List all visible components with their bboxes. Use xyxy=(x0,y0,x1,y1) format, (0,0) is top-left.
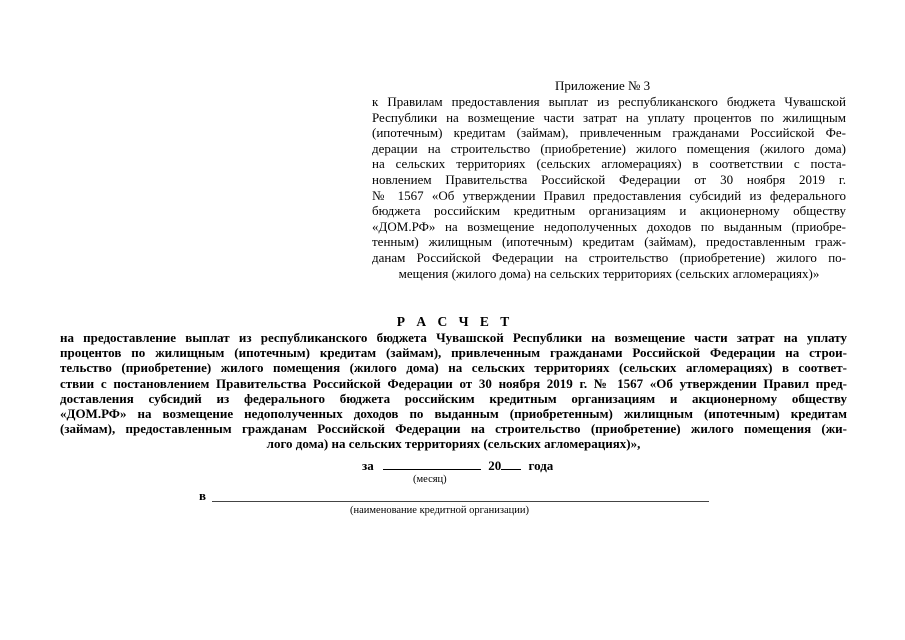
document-heading: Р А С Ч Е Т xyxy=(396,314,514,329)
appendix-line: на сельских территориях (сельских агломерациях) в соответствии с поста- xyxy=(372,156,846,172)
period-prefix: за xyxy=(362,458,374,473)
document-subject xyxy=(60,330,847,452)
appendix-line: «ДОМ.РФ» на возмещение недополученных доходов по выданным (приобре- xyxy=(372,218,846,234)
appendix-line: бюджета российским кредитным организациям и акционерному обществу xyxy=(372,203,846,219)
appendix-text xyxy=(372,94,846,281)
subject-line: доставления субсидий из федерального бюджета российским кредитным организациям и акционерному обществу xyxy=(60,390,847,406)
year-prefix: 20 xyxy=(488,458,502,473)
month-caption: (месяц) xyxy=(413,474,447,485)
period-suffix: года xyxy=(528,458,554,473)
appendix-line: новлением Правительства Российской Федерации от 30 ноября 2019 г. xyxy=(372,171,846,187)
appendix-line: (ипотечным) кредитам (займам), привлеченным гражданами Российской Фе- xyxy=(372,125,846,141)
period-line xyxy=(362,458,553,474)
appendix-line: Республики на возмещение части затрат на уплату процентов по жилищным xyxy=(372,109,846,125)
bank-name-field[interactable] xyxy=(212,501,709,502)
bank-caption: (наименование кредитной организации) xyxy=(350,505,529,516)
appendix-line: № 1567 «Об утверждении Правил предоставления субсидий из федерального xyxy=(372,187,846,203)
subject-line: ствии с постановлением Правительства Российской Федерации от 30 ноября 2019 г. № 1567 «Об утверждении Правил пред- xyxy=(60,375,847,391)
appendix-line: данам Российской Федерации на строительство (приобретение) жилого по- xyxy=(372,249,846,265)
subject-line: «ДОМ.РФ» на возмещение недополученных доходов по выданным (приобретенным) жилищным (ипотечным) кредитам xyxy=(60,405,847,421)
subject-line: (займам), предоставленным гражданам Российской Федерации на строительство (приобретение) жилого помещения (жи- xyxy=(60,421,847,437)
appendix-title: Приложение № 3 xyxy=(555,78,651,93)
subject-line: на предоставление выплат из республиканского бюджета Чувашской Республики на возмещение части затрат на уплату xyxy=(60,330,847,345)
appendix-line: к Правилам предоставления выплат из республиканского бюджета Чувашской xyxy=(372,94,846,109)
subject-line: тельство (приобретение) жилого помещения (жилого дома) на сельских территориях (сельских агломерациях) в соответ- xyxy=(60,360,847,376)
subject-line: лого дома) на сельских территориях (сельских агломерациях)», xyxy=(266,436,641,452)
bank-prefix: в xyxy=(199,488,207,503)
subject-line: процентов по жилищным (ипотечным) кредитам (займам), привлеченным гражданами Российской Федерации на строи- xyxy=(60,345,847,361)
month-field[interactable] xyxy=(383,458,481,470)
appendix-line: мещения (жилого дома) на сельских территориях (сельских агломерациях)» xyxy=(398,265,820,281)
year-field[interactable] xyxy=(501,458,521,470)
appendix-line: дерации на строительство (приобретение) жилого помещения (жилого дома) xyxy=(372,140,846,156)
appendix-line: тенным) жилищным (ипотечным) кредитам (займам), предоставленным граж- xyxy=(372,234,846,250)
